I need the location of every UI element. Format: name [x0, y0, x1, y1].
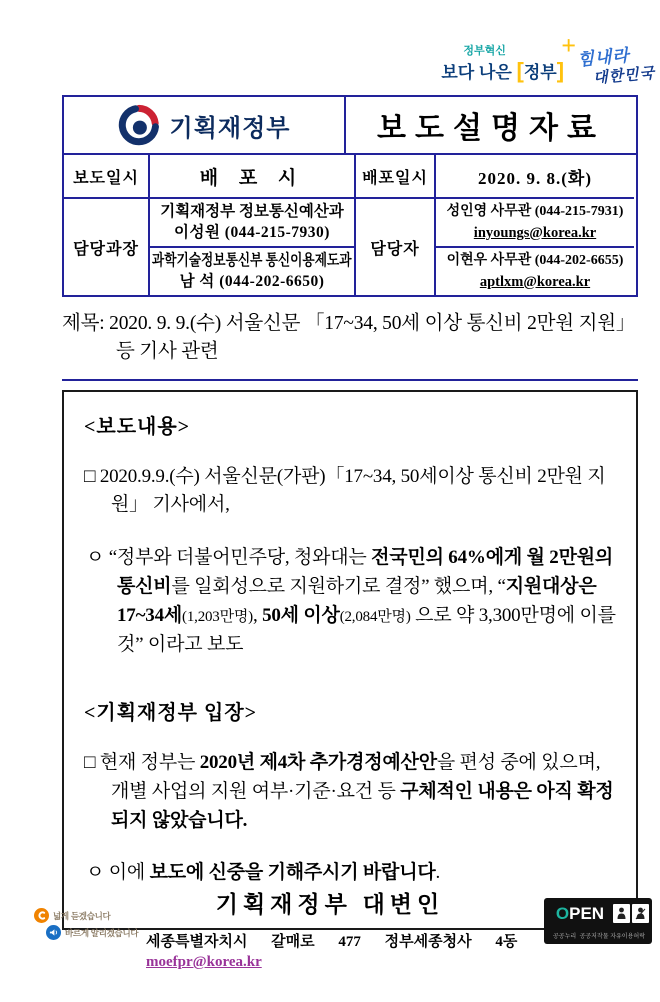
ministry-address: 세종특별자치시 갈매로 477 정부세종청사 4동: [146, 934, 518, 950]
better-government-logo: [441, 31, 577, 83]
title-block: [62, 306, 638, 381]
manager-row-1: [148, 197, 354, 246]
contact-email-1[interactable]: inyoungs@korea.kr: [473, 224, 597, 241]
distribute-date-label: 배포일시: [354, 155, 434, 197]
ear-icon: [34, 908, 49, 923]
gov-slogan: [441, 31, 656, 88]
speaker-icon: [46, 925, 61, 940]
report-detail-paragraph: ㅇ “정부와 더불어민주당, 청와대는 전국민의 64%에게 월 2만원의 통신비를 일회성으로 지원하기로 결정” 했으며, “지원대상은 17~34세(1,203만명), 50세 이상(2,084만명) 으로 약 3,300만명에 이를 것” 이라고 보도: [86, 547, 616, 655]
contact-row-2: [434, 246, 634, 295]
document-title: 제목: 2020. 9. 9.(수) 서울신문 「17~34, 50세 이상 통신비 2만원 지원」 등 기사 관련: [62, 313, 636, 363]
manager-dept-1: 기획재정부 정보통신예산과: [160, 202, 344, 220]
contact-row-1: [434, 197, 634, 246]
listen-slogan-text: 넓게 듣겠습니다: [53, 910, 111, 921]
bracket-left-icon: [: [516, 57, 524, 83]
section-heading-report: <보도내용>: [84, 415, 191, 438]
contact-email-2[interactable]: aptlxm@korea.kr: [479, 273, 591, 290]
inform-slogan-row: [46, 925, 138, 940]
plus-icon: +: [561, 31, 577, 60]
document-body: [62, 95, 638, 930]
document-type-title: 보도설명자료: [377, 112, 605, 145]
kogl-caption-strip: [547, 931, 649, 941]
inform-slogan-text: 바르게 알리겠습니다: [65, 927, 139, 938]
kogl-attribution-icon: [613, 904, 630, 923]
listen-slogan-row: [34, 908, 138, 923]
listen-slogan-block: [34, 908, 138, 942]
report-intro-paragraph: □ 2020.9.9.(수) 서울신문(가판)「17~34, 50세이상 통신비 2만원 지원」 기사에서,: [84, 465, 606, 516]
header-banner: [62, 95, 638, 155]
bracket-right-icon: ]: [556, 57, 565, 83]
manager-person-1: 이성원 (044-215-7930): [174, 223, 330, 241]
release-time-label: 보도일시: [73, 169, 139, 187]
kogl-label-1: 공공누리: [553, 933, 577, 940]
open-logo: OPEN: [555, 903, 605, 923]
ministry-name: 기획재정부: [169, 114, 291, 142]
manager-label: 담당과장: [64, 197, 148, 295]
kogl-label-2: 공공저작물 자유이용허락: [579, 933, 645, 940]
footer: [0, 886, 660, 996]
distribute-date-value: 2020. 9. 8.(화): [434, 155, 634, 197]
manager-row-2: [148, 246, 354, 295]
stance-main-paragraph: □ 현재 정부는 2020년 제4차 추가경정예산안을 편성 중에 있으며, 개별 사업의 지원 여부·기준·요건 등 구체적인 내용은 아직 확정되지 않았습니다.: [84, 751, 614, 831]
press-info-table: [62, 155, 638, 297]
gov-innovation-label: 정부혁신: [463, 45, 506, 57]
contact-person-1: 성인영 사무관 (044-215-7931): [446, 204, 624, 220]
manager-dept-2: 과학기술정보통신부 통신이용제도과: [152, 251, 352, 269]
cheer-korea-calligraphy: 힘내라 대한민국: [576, 45, 656, 88]
kogl-mark-icons: [613, 904, 649, 923]
contact-label: 담당자: [354, 197, 434, 295]
contact-person-2: 이현우 사무관 (044-202-6655): [446, 253, 624, 269]
ministry-logo-cell: [64, 97, 346, 153]
moef-taegeuk-icon: [118, 104, 160, 146]
section-heading-stance: <기획재정부 입장>: [84, 701, 258, 724]
kogl-noncommercial-icon: [632, 904, 649, 923]
spokesperson-title: 기획재정부 대변인: [215, 892, 445, 917]
kogl-open-badge: [544, 898, 652, 944]
stance-request-paragraph: ㅇ 이에 보도에 신중을 기해주시기 바랍니다.: [86, 862, 441, 884]
manager-person-2: 남 석 (044-202-6650): [179, 272, 325, 290]
better-government-label: 보다 나은 [ 정부 ]: [441, 57, 565, 83]
content-box: [62, 390, 638, 931]
release-time-value: 배 포 시: [148, 155, 354, 197]
spokesperson-email[interactable]: moefpr@korea.kr: [146, 954, 262, 970]
